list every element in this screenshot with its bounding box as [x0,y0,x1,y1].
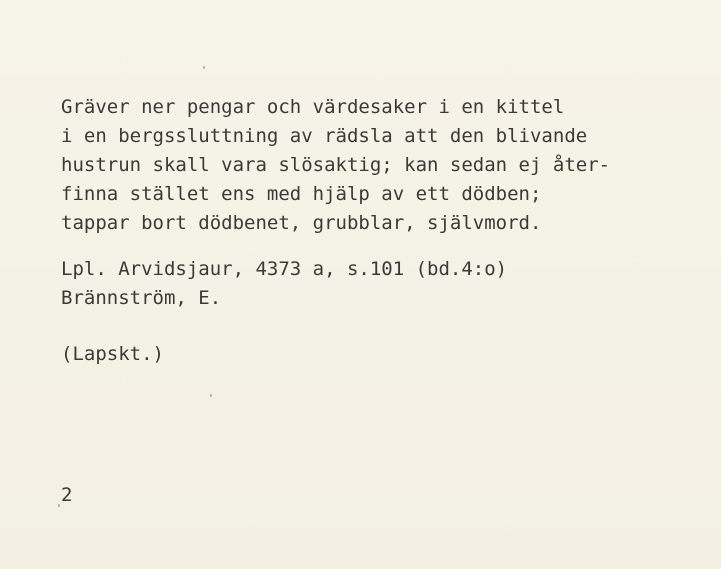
description-line-4: finna stället ens med hjälp av ett dödben; [61,183,542,205]
paper-speck [203,66,205,69]
source-note: (Lapskt.) [61,343,164,365]
reference-collector-line: Brännström, E. [61,287,222,309]
description-line-3: hustrun skall vara slösaktig; kan sedan ej åter- [61,154,611,176]
description-line-2: i en bergssluttning av rädsla att den blivande [61,125,588,147]
description-line-5: tappar bort dödbenet, grubblar, självmord. [61,212,542,234]
paper-speck [58,504,60,507]
record-reference [61,255,507,313]
card-description [61,93,721,238]
page-number: 2 [61,484,73,506]
paper-speck [210,394,212,397]
reference-location-line: Lpl. Arvidsjaur, 4373 a, s.101 (bd.4:o) [61,258,508,280]
description-line-1: Gräver ner pengar och värdesaker i en kittel [61,96,565,118]
